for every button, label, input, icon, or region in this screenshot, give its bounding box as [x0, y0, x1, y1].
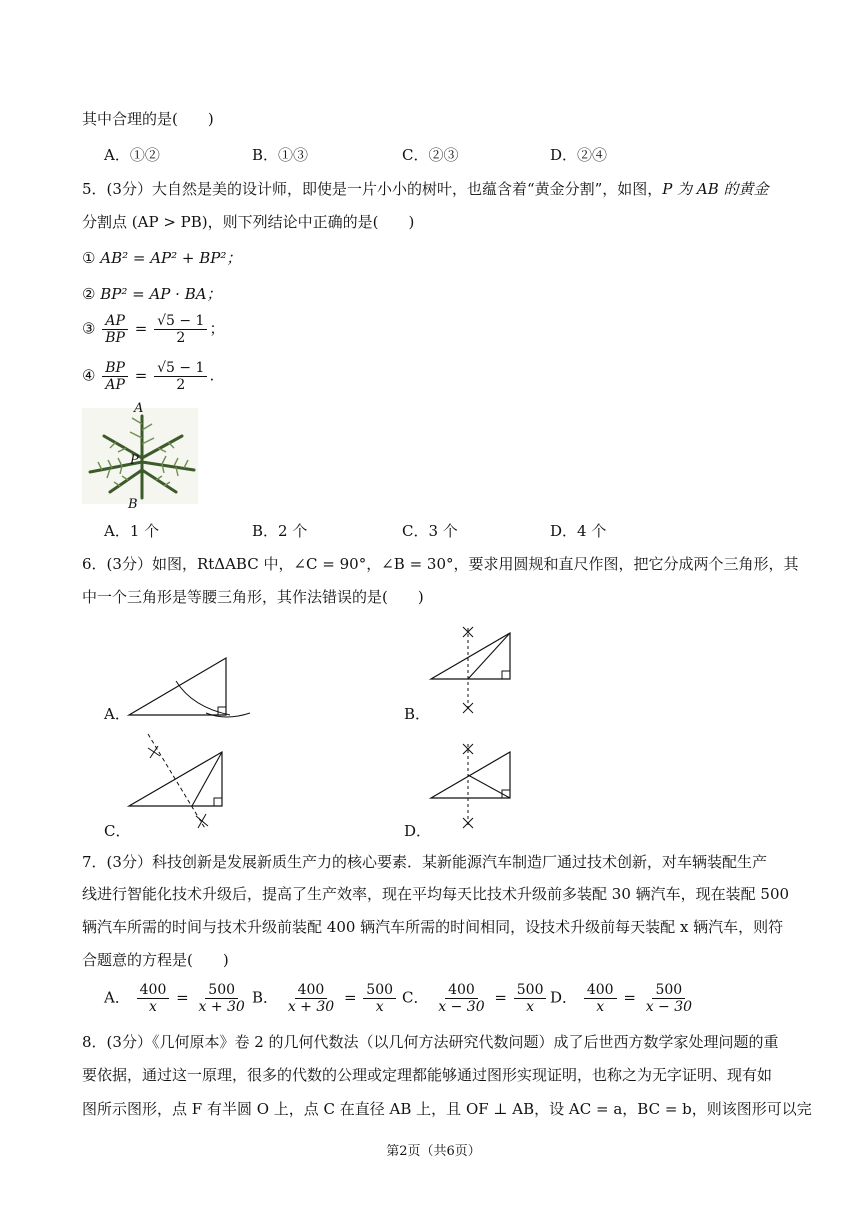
leaf-label-a: A [134, 401, 144, 416]
denominator: x [375, 999, 384, 1015]
denominator: x − 30 [438, 999, 485, 1015]
leaf-label-p: P [130, 453, 139, 468]
q7-line3: 辆汽车所需的时间与技术升级前装配 400 辆汽车所需的时间相同，设技术升级前每天装配 x 辆汽车，则符 [82, 918, 784, 936]
fraction [102, 360, 128, 393]
fraction [514, 982, 547, 1015]
option-label: D． [550, 988, 578, 1007]
q6-figure-b [428, 625, 518, 717]
q7-line1: 7．(3分）科技创新是发展新质生产力的核心要素．某新能源汽车制造厂通过技术创新，对车辆装配生产 [82, 853, 767, 871]
denominator: x − 30 [645, 999, 693, 1015]
q4-option-b: B．①③ [252, 146, 309, 164]
q6-label-a: A． [104, 705, 130, 723]
denominator: 2 [176, 377, 186, 393]
equals: = [176, 988, 189, 1007]
q4-option-c: C．②③ [402, 146, 459, 164]
denominator: 2 [176, 330, 186, 346]
q5-option-d: D．4 个 [550, 522, 607, 540]
q6-figure-d [428, 740, 518, 832]
q5-option-a: A．1 个 [104, 522, 160, 540]
denominator: x + 30 [287, 999, 335, 1015]
q7-line4: 合题意的方程是( ) [82, 951, 229, 969]
fraction [584, 982, 617, 1015]
q6-label-b: B． [404, 705, 431, 723]
denominator: x [526, 999, 535, 1015]
q6-figure-c [126, 730, 230, 834]
fraction [154, 360, 207, 393]
denominator: AP [105, 377, 125, 393]
fraction [137, 982, 170, 1015]
numerator: √5 − 1 [154, 313, 207, 330]
numerator: 400 [584, 982, 617, 999]
q7-option-b [252, 982, 398, 1015]
item-end: . [209, 366, 215, 385]
q5-item-1 [82, 247, 241, 269]
option-label: A． [104, 988, 130, 1007]
q5-item-4 [82, 360, 214, 393]
equals: = [623, 988, 636, 1007]
q5-line1 [82, 178, 769, 200]
q6-line2: 中一个三角形是等腰三角形，其作法错误的是( ) [82, 588, 424, 606]
numerator: 400 [295, 982, 328, 999]
numerator: 500 [205, 982, 238, 999]
denominator: x [596, 999, 605, 1015]
option-label: C． [402, 988, 429, 1007]
equals: = [494, 988, 507, 1007]
leaf-figure [82, 400, 198, 512]
page-footer: 第2页（共6页） [386, 1144, 481, 1159]
item-mark: ③ [82, 319, 96, 338]
q7-option-c [402, 982, 548, 1015]
equals: = [343, 988, 357, 1007]
q4-tail: 其中合理的是( ) [82, 110, 214, 128]
equals: = [134, 319, 148, 338]
item-mark: ② [82, 285, 96, 303]
item-text: BP² = AP · BA； [100, 285, 222, 303]
q7-line2: 线进行智能化技术升级后，提高了生产效率，现在平均每天比技术升级前多装配 30 辆汽车，现在装配 500 [82, 885, 790, 903]
numerator: 500 [514, 982, 547, 999]
q8-line3: 图所示图形，点 F 有半圆 O 上，点 C 在直径 AB 上，且 OF ⊥ AB，设 AC = a，BC = b，则该图形可以完 [82, 1100, 812, 1118]
item-text: AB² = AP² + BP²； [100, 249, 242, 267]
q4-option-d: D．②④ [550, 146, 608, 164]
q7-option-d [550, 982, 697, 1015]
q5-line1-text: 5．(3分）大自然是美的设计师，即使是一片小小的树叶，也蕴含着“黄金分割”，如图， [82, 180, 663, 198]
q8-line2: 要依据，通过这一原理，很多的代数的公理或定理都能够通过图形实现证明，也称之为无字证明、现有如 [82, 1066, 773, 1084]
equals: = [134, 366, 148, 385]
q7-option-a [104, 982, 250, 1015]
numerator: 500 [652, 982, 685, 999]
numerator: AP [102, 313, 128, 330]
fraction [363, 982, 396, 1015]
q6-figure-a [126, 655, 256, 721]
q6-label-d: D． [404, 822, 432, 840]
q6-line1: 6．(3分）如图，RtΔABC 中，∠C = 90°，∠B = 30°，要求用圆规和直尺作图，把它分成两个三角形，其 [82, 555, 799, 573]
numerator: 500 [363, 982, 396, 999]
numerator: BP [102, 360, 128, 377]
denominator: BP [105, 330, 125, 346]
item-end: ； [209, 319, 225, 338]
numerator: √5 − 1 [154, 360, 207, 377]
q5-line2: 分割点 (AP > PB)，则下列结论中正确的是( ) [82, 213, 415, 231]
fraction [154, 313, 207, 346]
fraction [196, 982, 248, 1015]
denominator: x [149, 999, 157, 1015]
option-label: B． [252, 988, 279, 1007]
fraction [643, 982, 695, 1015]
numerator: 400 [445, 982, 478, 999]
fraction [285, 982, 337, 1015]
q5-item-3 [82, 313, 224, 346]
item-mark: ④ [82, 366, 96, 385]
q5-line1-math: P 为 AB 的黄金 [662, 180, 769, 198]
q5-item-2 [82, 283, 222, 305]
numerator: 400 [137, 982, 170, 999]
q4-option-a: A．①② [104, 146, 160, 164]
q5-option-c: C．3 个 [402, 522, 458, 540]
leaf-label-b: B [128, 497, 138, 512]
q5-option-b: B．2 个 [252, 522, 308, 540]
item-mark: ① [82, 249, 96, 267]
q8-line1: 8．(3分）《几何原本》卷 2 的几何代数法（以几何方法研究代数问题）成了后世西方数学家处理问题的重 [82, 1033, 779, 1051]
denominator: x + 30 [198, 999, 245, 1015]
fraction [102, 313, 128, 346]
fraction [435, 982, 487, 1015]
q6-label-c: C． [104, 822, 131, 840]
